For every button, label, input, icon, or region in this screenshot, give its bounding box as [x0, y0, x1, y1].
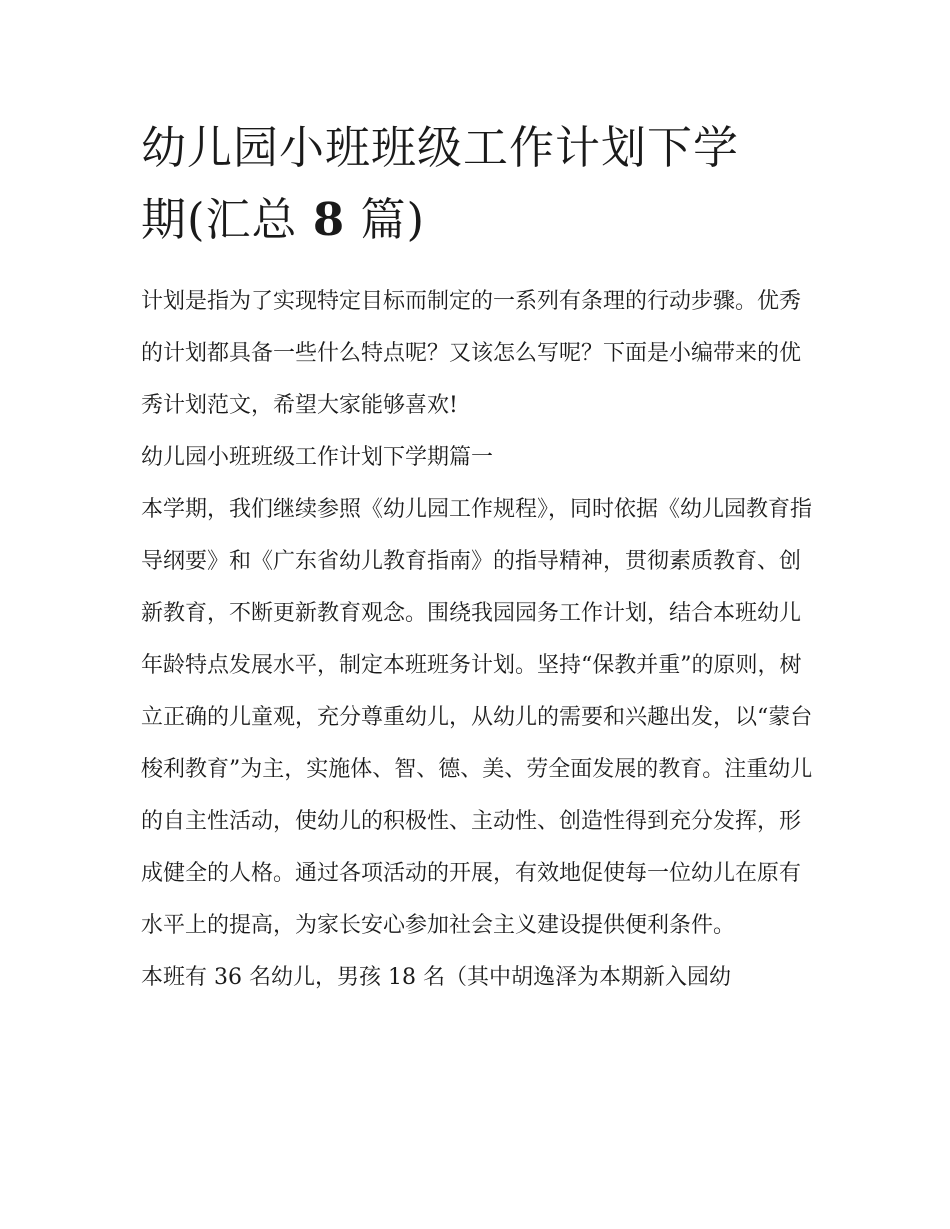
title-suffix: 篇) [345, 193, 426, 246]
intro-paragraph: 计划是指为了实现特定目标而制定的一系列有条理的行动步骤。优秀的计划都具备一些什么特点呢？又该怎么写呢？下面是小编带来的优秀计划范文，希望大家能够喜欢! [141, 289, 802, 418]
title-line-2 [141, 193, 425, 246]
title-count: 8 [312, 193, 346, 246]
body-paragraph-2: 本班有 36 名幼儿，男孩 18 名（其中胡逸泽为本期新入园幼 [141, 965, 731, 990]
document-page [141, 112, 813, 1004]
body-paragraph-1: 本学期，我们继续参照《幼儿园工作规程》，同时依据《幼儿园教育指导纲要》和《广东省幼儿教育指南》的指导精神，贯彻素质教育、创新教育，不断更新教育观念。围绕我园园务工作计划，结合本班幼儿年龄特点发展水平，制定本班班务计划。坚持“保教并重”的原则，树立正确的儿童观，充分尊重幼儿，从幼儿的需要和兴趣出发，以“蒙台梭利教育”为主，实施体、智、德、美、劳全面发展的教育。注重幼儿的自主性活动，使幼儿的积极性、主动性、创造性得到充分发挥，形成健全的人格。通过各项活动的开展，有效地促使每一位幼儿在原有水平上的提高，为家长安心参加社会主义建设提供便利条件。 [141, 497, 813, 938]
title-line-1: 幼儿园小班班级工作计划下学 [141, 121, 740, 174]
title-prefix: 期(汇总 [141, 193, 313, 246]
document-title [141, 112, 813, 256]
section-heading: 幼儿园小班班级工作计划下学期篇一 [141, 445, 494, 470]
